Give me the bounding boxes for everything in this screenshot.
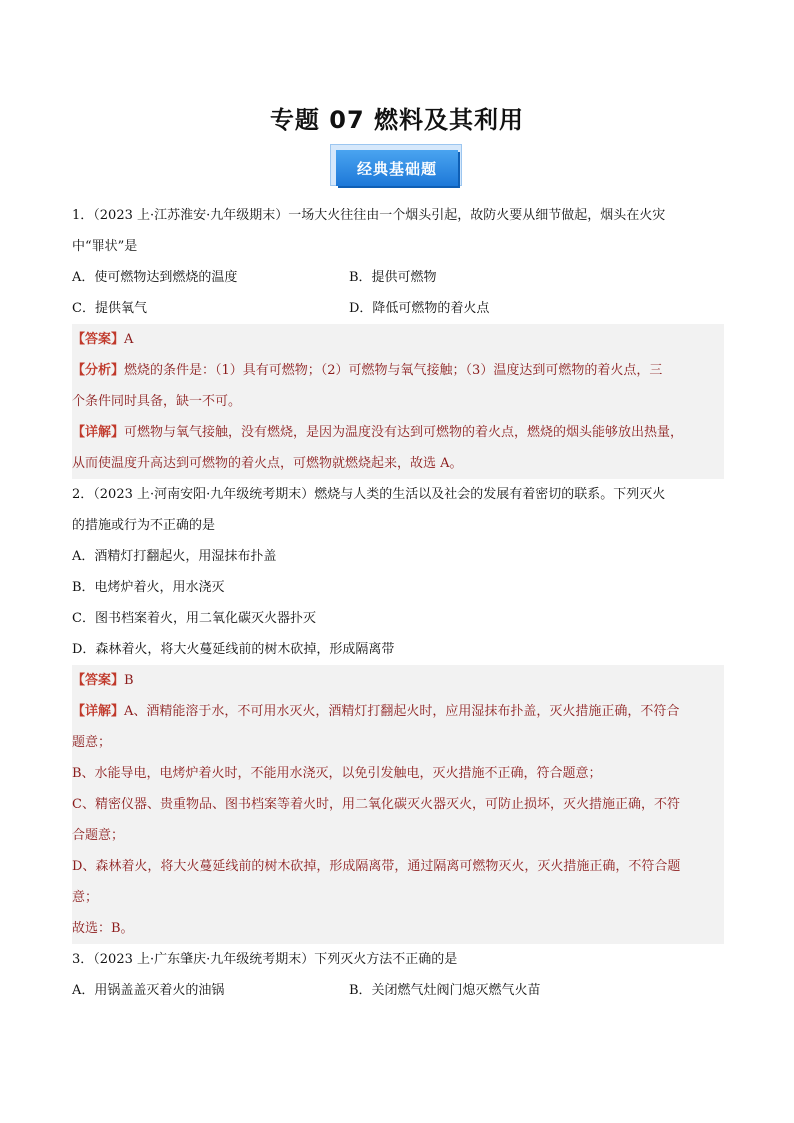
badge-label: 经典基础题 xyxy=(336,150,458,186)
q2-detail-c-line2: 合题意； xyxy=(72,828,125,843)
q1-option-a: A．使可燃物达到燃烧的温度 xyxy=(72,270,238,285)
detail-tag: 【详解】 xyxy=(72,425,125,440)
q1-options-row1 xyxy=(72,262,724,293)
q2-detail-a-text1: A、酒精能溶于水，不可用水灭火，酒精灯打翻起火时，应用湿抹布扑盖，灭火措施正确，不符合 xyxy=(124,704,680,719)
section-badge xyxy=(330,142,464,190)
answer-tag: 【答案】 xyxy=(72,332,125,347)
q2-answer-value: B xyxy=(124,673,134,688)
q1-analysis-text1: 燃烧的条件是：（1）具有可燃物；（2）可燃物与氧气接触；（3）温度达到可燃物的着火点，三 xyxy=(124,363,663,378)
answer-tag: 【答案】 xyxy=(72,673,125,688)
page-title: 专题 07 燃料及其利用 xyxy=(269,106,525,134)
q2-stem-line1: 2．（2023 上·河南安阳·九年级统考期末）燃烧与人类的生活以及社会的发展有着密切的联系。下列灭火 xyxy=(72,487,666,502)
q1-answer-line xyxy=(72,324,724,355)
q1-option-d: D．降低可燃物的着火点 xyxy=(349,301,490,316)
q1-analysis-line2: 个条件同时具备，缺一不可。 xyxy=(72,394,242,409)
q2-option-c: C．图书档案着火，用二氧化碳灭火器扑灭 xyxy=(72,611,316,626)
q2-answer-block xyxy=(72,665,724,944)
q1-answer-value: A xyxy=(124,332,134,347)
q2-answer-line xyxy=(72,665,724,696)
q2-stem-line2: 的措施或行为不正确的是 xyxy=(72,518,216,533)
q1-options-row2 xyxy=(72,293,724,324)
analysis-tag: 【分析】 xyxy=(72,363,125,378)
q1-option-b: B．提供可燃物 xyxy=(349,270,437,285)
q2-detail-c-line1: C、精密仪器、贵重物品、图书档案等着火时，用二氧化碳灭火器灭火，可防止损坏，灭火措施正确，不符 xyxy=(72,797,680,812)
q2-detail-d-line2: 意； xyxy=(72,890,99,905)
q1-detail-text1: 可燃物与氧气接触，没有燃烧，是因为温度没有达到可燃物的着火点，燃烧的烟头能够放出热量， xyxy=(124,425,684,440)
question-content xyxy=(72,200,724,1006)
detail-tag: 【详解】 xyxy=(72,704,125,719)
q1-stem-line1: 1．（2023 上·江苏淮安·九年级期末）一场大火往往由一个烟头引起，故防火要从细节做起，烟头在火灾 xyxy=(72,208,666,223)
q2-conclusion: 故选：B。 xyxy=(72,921,134,936)
q3-options-row1 xyxy=(72,975,724,1006)
q2-detail-d-line1: D、森林着火，将大火蔓延线前的树木砍掉，形成隔离带，通过隔离可燃物灭火，灭火措施正确，不符合题 xyxy=(72,859,681,874)
q2-detail-a-line1 xyxy=(72,696,724,727)
q2-option-b: B．电烤炉着火，用水浇灭 xyxy=(72,580,225,595)
q2-detail-b: B、水能导电，电烤炉着火时，不能用水浇灭，以免引发触电，灭火措施不正确，符合题意； xyxy=(72,766,602,781)
q1-detail-line1 xyxy=(72,417,724,448)
q3-stem-line1: 3．（2023 上·广东肇庆·九年级统考期末）下列灭火方法不正确的是 xyxy=(72,952,458,967)
q1-detail-line2: 从而使温度升高达到可燃物的着火点，可燃物就燃烧起来，故选 A。 xyxy=(72,456,463,471)
q2-option-d: D．森林着火，将大火蔓延线前的树木砍掉，形成隔离带 xyxy=(72,642,395,657)
q1-stem-line2: 中“罪状”是 xyxy=(72,239,138,254)
q3-option-b: B．关闭燃气灶阀门熄灭燃气火苗 xyxy=(349,983,541,998)
q2-option-a: A．酒精灯打翻起火，用湿抹布扑盖 xyxy=(72,549,277,564)
q1-option-c: C．提供氧气 xyxy=(72,301,147,316)
q1-answer-block xyxy=(72,324,724,479)
q1-analysis-line1 xyxy=(72,355,724,386)
q3-option-a: A．用锅盖盖灭着火的油锅 xyxy=(72,983,225,998)
q2-detail-a-line2: 题意； xyxy=(72,735,112,750)
